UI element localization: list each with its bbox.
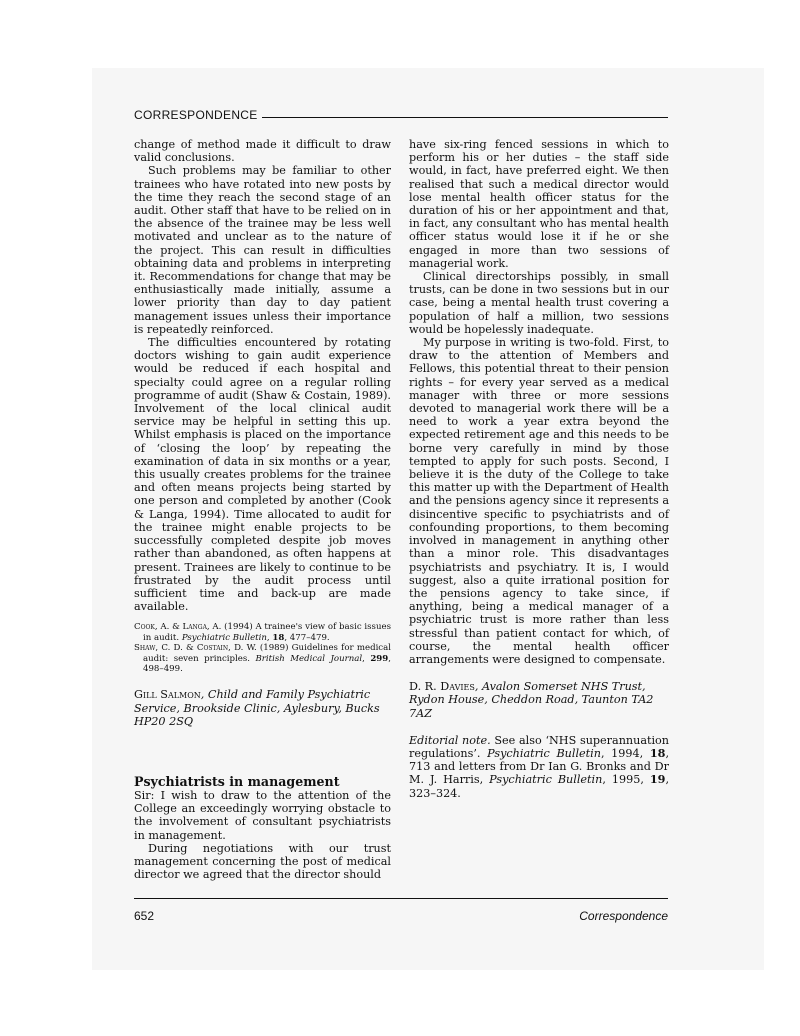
right-paragraph-3: My purpose in writing is two-fold. First, to draw to the attention of Members and Fellows, this potential threat to their pension rights – for every year served as a medical manager with three or more sessions devoted to managerial work there will be a need to work a year extra beyond the expected retirement age and this needs to be borne very carefully in mind by those tempted to apply for such posts. Second, I believe it is the duty of the College to take this matter up with the Department of Health and the pensions agency since it represents a disincentive specific to psychiatrists and of confounding proportions, to them becoming involved in management in anything other than a minor role. This disadvantages psychiatrists and psychiatry. It is, I would suggest, also a quite irrational position for the pensions agency to take since, if anything, being a medical manager of a psychiatric trust is more rather than less stressful than patient contact for which, of course, the mental health officer arrangements were designed to compensate. <box>409 336 669 666</box>
reference-2-volume: 299 <box>370 653 389 664</box>
reference-1-title: (1994) A trainee's view of basic issues in audit. <box>143 622 391 643</box>
reference-2-pages: , 498–499. <box>143 653 391 674</box>
left-paragraph-2: Such problems may be familiar to other trainees who have rotated into new posts by the time they reach the second stage of an audit. Other staff that have to be relied on in the absence of the trainee may be less well motivated and unclear as to the nature of the project. This can result in difficulties obtaining data and problems in interpreting it. Recommendations for change that may be enthusiastically made initially, assume a lower priority than day to day patient management issues unless their importance is repeatedly reinforced. <box>134 164 391 336</box>
section-paragraph-1: Sir: I wish to draw to the attention of the College an exceedingly worrying obstacle to the involvement of consultant psychiatrists in management. <box>134 789 391 842</box>
editorial-label: Editorial note. <box>409 733 491 747</box>
section-title: Psychiatrists in management <box>134 774 340 789</box>
right-signature-address: , Avalon Somerset NHS Trust, Rydon House, Cheddon Road, Taunton TA2 7AZ <box>409 680 654 720</box>
running-head: CORRESPONDENCE <box>134 108 262 122</box>
reference-1-volume: 18 <box>272 632 285 643</box>
editorial-text-1: See also ‘NHS superannuation regulations’. <box>409 733 669 760</box>
right-signature <box>409 680 669 720</box>
editorial-text-3: , 323–324. <box>409 773 670 800</box>
footer-rule <box>134 898 668 899</box>
reference-2-authors: Shaw, C. D. & Costain, D. W. <box>134 643 257 654</box>
reference-list <box>134 622 391 674</box>
editorial-volume-2: 19 <box>649 772 666 787</box>
left-signature <box>134 688 391 728</box>
right-paragraph-2: Clinical directorships possibly, in small trusts, can be done in two sessions but in our case, being a mental health trust covering a population of half a million, two sessions would be hopelessly inadequate. <box>409 270 669 336</box>
right-column <box>409 138 669 800</box>
left-signature-address: , Child and Family Psychiatric Service, Brookside Clinic, Aylesbury, Bucks HP20 2SQ <box>134 688 380 728</box>
page-number: 652 <box>134 909 155 923</box>
editorial-note <box>409 734 669 800</box>
left-column <box>134 138 391 728</box>
reference-2-journal: British Medical Journal <box>255 653 363 664</box>
editorial-year-1: , 1994, <box>600 746 650 760</box>
left-signature-name: Gill Salmon <box>134 688 201 702</box>
reference-1-authors: Cook, A. & Langa, A. <box>134 622 222 633</box>
editorial-journal-1: Psychiatric Bulletin <box>487 746 601 760</box>
right-paragraph-1: have six-ring fenced sessions in which to perform his or her duties – the staff side would, in fact, have preferred eight. We then realised that such a medical director would lose mental health officer status for the duration of his or her appointment and that, in fact, any consultant who has mental health officer status would lose it if he or she engaged in more than two sessions of managerial work. <box>409 138 669 270</box>
editorial-volume-1: 18 <box>649 745 666 760</box>
section-paragraph-2: During negotiations with our trust management concerning the post of medical director we agreed that the director should <box>134 841 391 882</box>
reference-1-pages: , 477–479. <box>284 632 330 643</box>
reference-1-journal: Psychiatric Bulletin <box>181 632 267 643</box>
right-signature-name: D. R. Davies <box>409 680 475 694</box>
footer-section-name: Correspondence <box>579 909 668 923</box>
reference-2-title: (1989) Guidelines for medical audit: seven principles. <box>143 643 391 664</box>
editorial-year-2: , 1995, <box>602 773 650 787</box>
reference-2: Shaw, C. D. & Costain, D. W. (1989) Guidelines for medical audit: seven principles. British Medical Journal, 299, 498–499. <box>134 643 391 674</box>
left-paragraph-1: change of method made it difficult to draw valid conclusions. <box>134 138 391 165</box>
left-paragraph-3: The difficulties encountered by rotating doctors wishing to gain audit experience would be reduced if each hospital and specialty could agree on a regular rolling programme of audit (Shaw & Costain, 1989). Involvement of the local clinical audit service may be helpful in setting this up. Whilst emphasis is placed on the importance of ‘closing the loop’ by repeating the examination of data in six months or a year, this usually creates problems for the trainee and often means projects being started by one person and completed by another (Cook & Langa, 1994). Time allocated to audit for the trainee might enable projects to be successfully completed despite job moves rather than abandoned, as often happens at present. Trainees are likely to continue to be frustrated by the audit process until sufficient time and back-up are made available. <box>134 336 391 614</box>
section-psychiatrists-in-management <box>134 774 391 881</box>
editorial-journal-2: Psychiatric Bulletin <box>489 773 603 787</box>
editorial-text-2: , 713 and letters from Dr Ian G. Bronks and Dr M. J. Harris, <box>409 746 669 787</box>
reference-1: Cook, A. & Langa, A. (1994) A trainee's view of basic issues in audit. Psychiatric Bulletin, 18, 477–479. <box>134 622 391 643</box>
